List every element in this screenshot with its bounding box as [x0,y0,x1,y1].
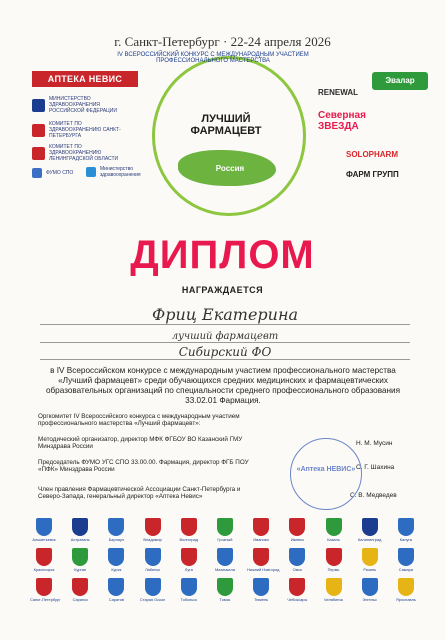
spb-crest-icon [32,124,45,137]
city-crest [139,548,167,572]
coat-of-arms-icon [398,518,414,536]
city-crest [30,578,61,602]
city-name: Махачкала [215,567,235,572]
signatory-medvedev: С. В. Медведев [350,492,397,499]
city-name: Чебоксары [287,597,308,602]
coat-of-arms-icon [145,518,161,536]
city-name: Пермь [327,567,340,572]
city-name: Барнаул [108,537,125,542]
coat-of-arms-icon [72,578,88,596]
lenoblast-crest-icon [32,147,45,160]
city-row [30,518,420,542]
city-crest [175,578,203,602]
fumo-chair-text: Председатель ФУМО УГС СПО 33.00.00. Фармация, директор ФГБ ПОУ «ПФК» Минздрава России [38,459,249,474]
city-name: Ижевск [290,537,304,542]
city-name: Тюмень [254,597,269,602]
seal-stamp [290,438,362,510]
solopharm-logo: SOLOPHARM [346,150,398,159]
coat-of-arms-icon [36,548,52,566]
organizing-committee-text: Оргкомитет IV Всероссийского конкурса с международным участием профессионального мастерства «Лучший фармацевт»: [38,413,240,428]
health-icon [86,167,96,177]
coat-of-arms-icon [362,578,378,596]
city-crest [66,578,94,602]
city-crest [356,518,384,542]
city-row [30,548,420,572]
city-crests [30,518,420,608]
city-crest [247,548,280,572]
fumo-icon [32,168,42,178]
city-name: Курган [74,567,87,572]
spb-health-committee-logo: КОМИТЕТ ПО ЗДРАВООХРАНЕНИЮ САНКТ-ПЕТЕРБУРГА [32,121,132,139]
signatory-shakhina: С. Г. Шахина [356,464,395,471]
association-member-text: Член правления Фармацевтической Ассоциации Санкт-Петербурга и Северо-Запада, генеральный директор «Аптека Невис» [38,486,241,501]
city-name: Луга [184,567,193,572]
city-crest [320,518,348,542]
city-crest [247,578,275,602]
city-crest [392,578,420,602]
nomination: лучший фармацевт [40,331,410,343]
coat-of-arms-icon [36,578,52,596]
coat-of-arms-icon [145,548,161,566]
city-name: Альметьевск [32,537,56,542]
city-crest [392,518,420,542]
city-name: Старая Оскол [139,597,166,602]
city-name: Иваново [253,537,269,542]
coat-of-arms-icon [326,548,342,566]
coat-of-arms-icon [289,548,305,566]
city-crest [139,518,167,542]
recipient-name: Фриц Екатерина [40,305,410,325]
coat-of-arms-icon [217,578,233,596]
city-name: Тобольск [180,597,197,602]
federal-district: Сибирский ФО [40,345,410,360]
coat-of-arms-icon [181,518,197,536]
city-name: Челябинск [323,597,344,602]
renewal-logo: RENEWAL [318,88,358,97]
coat-of-arms-icon [32,99,45,112]
coat-of-arms-icon [253,578,269,596]
city-crest [211,518,239,542]
severnaya-zvezda-logo: Северная ЗВЕЗДА [318,110,366,132]
coat-of-arms-icon [253,548,269,566]
city-crest [102,518,130,542]
coat-of-arms-icon [108,578,124,596]
city-crest [247,518,275,542]
city-crest [175,548,203,572]
city-crest [175,518,203,542]
city-name: Энгельс [362,597,377,602]
coat-of-arms-icon [217,518,233,536]
coat-of-arms-icon [326,578,342,596]
city-name: Рязань [363,567,377,572]
city-crest [392,548,420,572]
city-name: Лабинск [145,567,161,572]
city-name: Красноярск [33,567,55,572]
contest-title: ЛУЧШИЙ ФАРМАЦЕВТ [190,113,262,137]
coat-of-arms-icon [253,518,269,536]
city-name: Санкт-Петербург [30,597,61,602]
awarded-label: НАГРАЖДАЕТСЯ [181,285,264,295]
diploma-body-text: в IV Всероссийском конкурсе с международным участием профессионального мастерства «Лучший фармацевт» среди обучающихся средних медицинских и фармацевтических образовательных организаций по специальности среднего профессионального образования 33.02.01 Фармация. [45,366,401,405]
fumo-spo-logo: ФУМО СПО [32,168,82,178]
coat-of-arms-icon [289,518,305,536]
city-crest [102,578,130,602]
coat-of-arms-icon [145,578,161,596]
city-crest [356,548,384,572]
coat-of-arms-icon [72,548,88,566]
coat-of-arms-icon [398,548,414,566]
coat-of-arms-icon [398,578,414,596]
coat-of-arms-icon [326,518,342,536]
coat-of-arms-icon [108,548,124,566]
city-crest [283,518,311,542]
city-crest [211,578,239,602]
city-crest [139,578,167,602]
emblem-arc-text: IV ВСЕРОССИЙСКИЙ КОНКУРС С МЕЖДУНАРОДНЫМ УЧАСТИЕМ ПРОФЕССИОНАЛЬНОГО МАСТЕРСТВА [117,52,309,64]
city-name: Саранск [72,597,88,602]
city-crest [211,548,239,572]
evalar-logo: Эвалар [372,72,428,90]
coat-of-arms-icon [108,518,124,536]
city-crest [102,548,130,572]
city-name: Омск [292,567,302,572]
signatory-musin: Н. М. Мусин [356,440,393,447]
event-date-location: г. Санкт-Петербург · 22-24 апреля 2026 [114,34,331,49]
city-name: Астрахань [70,537,90,542]
city-name: Калининград [358,537,382,542]
city-name: Нижний Новгород [247,567,280,572]
city-name: Грозный [217,537,233,542]
city-row [30,578,420,602]
city-crest [283,548,311,572]
lenoblast-health-committee-logo: КОМИТЕТ ПО ЗДРАВООХРАНЕНИЮ ЛЕНИНГРАДСКОЙ ОБЛАСТИ [32,144,132,162]
methodical-organizer-text: Методический организатор, директор МФК ФГБОУ ВО Казанский ГМУ Минздрава России [38,436,243,451]
city-crest [30,518,58,542]
city-crest [66,518,94,542]
city-name: Казань [327,537,340,542]
apteka-nevis-logo: АПТЕКА НЕВИС [32,71,138,87]
coat-of-arms-icon [217,548,233,566]
city-name: Самара [398,567,413,572]
coat-of-arms-icon [289,578,305,596]
city-crest [320,548,348,572]
city-name: Ярославль [395,597,416,602]
city-name: Саратов [108,597,124,602]
coat-of-arms-icon [181,548,197,566]
coat-of-arms-icon [72,518,88,536]
coat-of-arms-icon [362,518,378,536]
city-name: Курск [111,567,122,572]
coat-of-arms-icon [181,578,197,596]
city-crest [66,548,94,572]
city-name: Томск [219,597,231,602]
city-name: Калуга [399,537,412,542]
stamp-text: «Аптека НЕВИС» [296,466,356,473]
coat-of-arms-icon [362,548,378,566]
map-label: Россия [215,164,245,173]
city-name: Владимир [143,537,162,542]
diploma-title: ДИПЛОМ [130,233,315,277]
city-name: Волгоград [179,537,198,542]
ministry-logo: МИНИСТЕРСТВО ЗДРАВООХРАНЕНИЯ РОССИЙСКОЙ ФЕДЕРАЦИИ [32,96,132,114]
city-crest [356,578,384,602]
city-crest [283,578,311,602]
pharm-group-logo: ФАРМ ГРУПП [346,170,399,179]
city-crest [30,548,58,572]
city-crest [320,578,348,602]
ministry-health-small-logo: Министерство здравоохранения [86,166,138,178]
coat-of-arms-icon [36,518,52,536]
